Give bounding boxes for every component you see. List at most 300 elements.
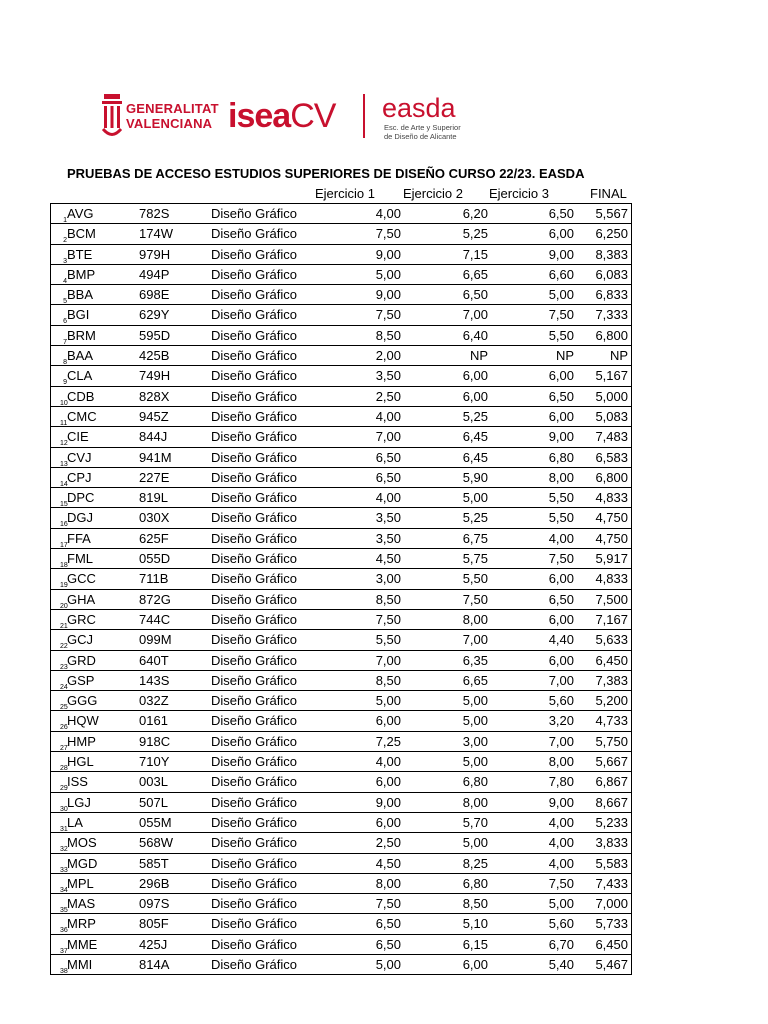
candidate-code: GHA [67,591,96,607]
speciality: Diseño Gráfico [211,266,297,282]
score-ejercicio-2: 5,25 [462,510,488,526]
candidate-code: DGJ [67,510,93,526]
speciality: Diseño Gráfico [211,733,297,749]
candidate-id: 945Z [139,408,169,424]
table-row [51,833,631,853]
table-row [51,488,631,508]
generalitat-line2: VALENCIANA [126,116,213,131]
candidate-code: AVG [67,206,94,221]
score-ejercicio-1: 9,00 [375,287,401,303]
candidate-code: CLA [67,368,93,384]
score-ejercicio-2: 5,50 [462,571,488,587]
candidate-id: 979H [139,246,171,262]
score-ejercicio-3: 6,80 [548,449,574,465]
candidate-code: GGG [67,693,98,709]
score-ejercicio-2: 5,90 [462,469,488,485]
score-ejercicio-2: 6,40 [462,327,488,343]
header-ejercicio-1: Ejercicio 1 [315,186,375,201]
score-ejercicio-1: 3,50 [375,510,401,526]
table-row [51,813,631,833]
score-ejercicio-1: 4,00 [375,408,401,424]
score-ejercicio-2: 6,65 [462,266,488,282]
candidate-id: 030X [139,510,170,526]
score-ejercicio-1: 6,00 [375,774,401,790]
row-number: 20 [60,602,68,610]
score-final: 6,867 [595,774,628,790]
candidate-id: 819L [139,490,168,506]
score-final: 5,467 [595,956,628,972]
score-ejercicio-2: 7,50 [462,591,488,607]
score-final: 7,433 [595,875,628,891]
candidate-id: 055D [139,551,171,567]
score-ejercicio-2: 5,00 [462,490,488,506]
candidate-id: 814A [139,956,170,972]
score-ejercicio-2: 7,15 [462,246,488,262]
candidate-id: 710Y [139,754,170,770]
candidate-id: 227E [139,469,170,485]
score-ejercicio-1: 4,00 [375,206,401,221]
speciality: Diseño Gráfico [211,693,297,709]
candidate-code: HGL [67,754,94,770]
row-number: 11 [60,419,68,427]
score-ejercicio-1: 7,00 [375,652,401,668]
score-final: 5,583 [595,855,628,871]
speciality: Diseño Gráfico [211,611,297,627]
candidate-code: BCM [67,226,96,242]
score-ejercicio-1: 2,50 [375,835,401,851]
speciality: Diseño Gráfico [211,348,297,364]
score-ejercicio-2: 5,00 [462,835,488,851]
candidate-code: CDB [67,388,95,404]
score-ejercicio-2: 5,00 [462,754,488,770]
score-ejercicio-1: 8,50 [375,327,401,343]
score-ejercicio-1: 9,00 [375,246,401,262]
speciality: Diseño Gráfico [211,551,297,567]
row-number: 22 [60,643,68,651]
row-number: 25 [60,704,68,712]
score-final: 4,750 [595,530,628,546]
score-ejercicio-3: 6,50 [548,206,574,221]
speciality: Diseño Gráfico [211,327,297,343]
score-ejercicio-3: 7,50 [548,551,574,567]
row-number: 24 [60,683,68,691]
score-final: 5,000 [595,388,628,404]
easda-subtitle-line1: Esc. de Arte y Superior [384,123,461,132]
easda-logo: easda [382,93,456,123]
score-ejercicio-2: 5,00 [462,713,488,729]
candidate-code: BTE [67,246,93,262]
score-ejercicio-1: 5,00 [375,693,401,709]
candidate-id: 844J [139,429,168,445]
header-logos [100,94,480,146]
speciality: Diseño Gráfico [211,307,297,323]
score-ejercicio-1: 5,00 [375,266,401,282]
score-ejercicio-2: 5,75 [462,551,488,567]
score-ejercicio-2: 7,00 [462,307,488,323]
row-number: 29 [60,785,68,793]
speciality: Diseño Gráfico [211,246,297,262]
table-row [51,691,631,711]
candidate-code: BRM [67,327,96,343]
table-row [51,529,631,549]
generalitat-line1: GENERALITAT [126,101,219,116]
score-final: 6,583 [595,449,628,465]
iseacv-logo [228,96,335,136]
speciality: Diseño Gráfico [211,713,297,729]
score-ejercicio-1: 7,25 [375,733,401,749]
candidate-code: MAS [67,896,96,912]
score-ejercicio-2: 5,70 [462,814,488,830]
row-number: 6 [63,318,67,326]
candidate-id: 918C [139,733,171,749]
score-ejercicio-2: 6,00 [462,368,488,384]
speciality: Diseño Gráfico [211,469,297,485]
candidate-code: BGI [67,307,90,323]
generalitat-emblem-icon [102,94,122,138]
speciality: Diseño Gráfico [211,530,297,546]
score-ejercicio-1: 4,00 [375,490,401,506]
speciality: Diseño Gráfico [211,814,297,830]
score-ejercicio-1: 6,50 [375,936,401,952]
speciality: Diseño Gráfico [211,875,297,891]
speciality: Diseño Gráfico [211,754,297,770]
candidate-code: HQW [67,713,99,729]
candidate-id: 003L [139,774,168,790]
score-ejercicio-2: 8,00 [462,611,488,627]
candidate-id: 507L [139,794,168,810]
row-number: 35 [60,907,68,915]
row-number: 37 [60,947,68,955]
candidate-code: FML [67,551,93,567]
speciality: Diseño Gráfico [211,449,297,465]
candidate-id: 568W [139,835,173,851]
table-row [51,366,631,386]
candidate-code: CIE [67,429,89,445]
candidate-code: MOS [67,835,97,851]
score-final: 3,833 [595,835,628,851]
score-ejercicio-1: 6,50 [375,449,401,465]
score-final: 7,167 [595,611,628,627]
header-final: FINAL [590,186,627,201]
score-ejercicio-3: 5,50 [548,510,574,526]
score-ejercicio-2: 7,00 [462,632,488,648]
row-number: 23 [60,663,68,671]
speciality: Diseño Gráfico [211,510,297,526]
speciality: Diseño Gráfico [211,206,297,221]
easda-subtitle-line2: de Diseño de Alicante [384,132,457,141]
table-row [51,285,631,305]
table-row [51,224,631,244]
speciality: Diseño Gráfico [211,368,297,384]
row-number: 8 [63,359,67,367]
table-row [51,569,631,589]
candidate-code: GRC [67,611,96,627]
table-row [51,326,631,346]
candidate-id: 585T [139,855,169,871]
score-ejercicio-2: 8,50 [462,896,488,912]
table-row [51,732,631,752]
row-number: 7 [63,338,67,346]
candidate-code: CMC [67,408,97,424]
score-ejercicio-3: 6,50 [548,591,574,607]
table-row [51,590,631,610]
table-row [51,651,631,671]
candidate-code: MMI [67,956,93,972]
candidate-id: 097S [139,896,170,912]
row-number: 14 [60,480,68,488]
score-ejercicio-1: 4,50 [375,855,401,871]
score-final: 8,383 [595,246,628,262]
row-number: 12 [60,440,68,448]
candidate-id: 494P [139,266,170,282]
score-ejercicio-3: 8,00 [548,469,574,485]
score-ejercicio-2: 6,50 [462,287,488,303]
table-row [51,752,631,772]
candidate-id: 941M [139,449,172,465]
table-row [51,203,631,224]
candidate-id: 640T [139,652,169,668]
score-final: 6,083 [595,266,628,282]
candidate-code: MPL [67,875,94,891]
speciality: Diseño Gráfico [211,591,297,607]
speciality: Diseño Gráfico [211,652,297,668]
candidate-code: MME [67,936,98,952]
row-number: 32 [60,846,68,854]
candidate-id: 595D [139,327,171,343]
speciality: Diseño Gráfico [211,956,297,972]
table-row [51,874,631,894]
header-ejercicio-3: Ejercicio 3 [489,186,549,201]
row-number: 9 [63,379,67,387]
row-number: 33 [60,866,68,874]
row-number: 26 [60,724,68,732]
score-ejercicio-3: 4,00 [548,855,574,871]
speciality: Diseño Gráfico [211,936,297,952]
score-ejercicio-2: 6,75 [462,530,488,546]
score-ejercicio-2: 6,20 [462,206,488,221]
table-row [51,245,631,265]
score-ejercicio-1: 9,00 [375,794,401,810]
speciality: Diseño Gráfico [211,429,297,445]
candidate-code: GCC [67,571,96,587]
score-ejercicio-3: 3,20 [548,713,574,729]
score-ejercicio-3: 9,00 [548,246,574,262]
speciality: Diseño Gráfico [211,388,297,404]
score-final: 5,750 [595,733,628,749]
score-ejercicio-2: 5,10 [462,916,488,932]
score-ejercicio-2: 6,35 [462,652,488,668]
table-row [51,448,631,468]
candidate-code: BBA [67,287,94,303]
candidate-code: LGJ [67,794,91,810]
score-ejercicio-1: 4,00 [375,754,401,770]
row-number: 10 [60,399,68,407]
score-ejercicio-1: 7,50 [375,611,401,627]
score-final: 6,450 [595,936,628,952]
row-number: 15 [60,501,68,509]
score-ejercicio-1: 6,50 [375,469,401,485]
table-row [51,407,631,427]
speciality: Diseño Gráfico [211,835,297,851]
table-row [51,772,631,792]
score-ejercicio-1: 7,50 [375,307,401,323]
score-ejercicio-1: 5,00 [375,956,401,972]
score-final: 6,800 [595,469,628,485]
score-ejercicio-3: 5,40 [548,956,574,972]
page-title: PRUEBAS DE ACCESO ESTUDIOS SUPERIORES DE DISEÑO CURSO 22/23. EASDA [67,166,585,181]
table-row [51,610,631,630]
easda-subtitle [384,123,461,141]
score-ejercicio-3: 6,00 [548,368,574,384]
row-number: 17 [60,541,68,549]
score-ejercicio-3: 7,00 [548,733,574,749]
row-number: 1 [63,217,67,224]
results-table [50,203,632,975]
generalitat-logo-text [126,101,219,131]
candidate-code: CPJ [67,469,92,485]
score-ejercicio-3: NP [555,348,574,364]
candidate-code: GRD [67,652,96,668]
score-final: 7,000 [595,896,628,912]
row-number: 38 [60,967,68,975]
score-final: 8,667 [595,794,628,810]
table-row [51,955,631,975]
score-final: 5,200 [595,693,628,709]
score-ejercicio-3: 6,00 [548,571,574,587]
score-ejercicio-3: 5,60 [548,693,574,709]
score-ejercicio-3: 4,00 [548,530,574,546]
score-ejercicio-3: 6,50 [548,388,574,404]
candidate-code: ISS [67,774,88,790]
candidate-id: 425J [139,936,168,952]
score-ejercicio-3: 5,50 [548,327,574,343]
score-final: NP [609,348,628,364]
candidate-id: 828X [139,388,170,404]
candidate-id: 0161 [139,713,168,729]
score-ejercicio-2: NP [469,348,488,364]
table-row [51,468,631,488]
candidate-id: 625F [139,530,169,546]
speciality: Diseño Gráfico [211,916,297,932]
speciality: Diseño Gráfico [211,287,297,303]
score-ejercicio-2: 6,45 [462,449,488,465]
candidate-id: 296B [139,875,170,891]
candidate-id: 711B [139,571,169,587]
score-ejercicio-1: 8,50 [375,591,401,607]
table-row [51,914,631,934]
score-ejercicio-1: 2,00 [375,348,401,364]
score-ejercicio-1: 7,50 [375,896,401,912]
row-number: 2 [63,237,67,245]
score-ejercicio-3: 5,50 [548,490,574,506]
score-ejercicio-1: 7,50 [375,226,401,242]
candidate-code: CVJ [67,449,92,465]
score-ejercicio-1: 7,00 [375,429,401,445]
header-ejercicio-2: Ejercicio 2 [403,186,463,201]
score-ejercicio-1: 3,50 [375,368,401,384]
speciality: Diseño Gráfico [211,490,297,506]
score-ejercicio-3: 7,50 [548,875,574,891]
row-number: 34 [60,886,68,894]
speciality: Diseño Gráfico [211,794,297,810]
score-final: 6,250 [595,226,628,242]
score-final: 7,483 [595,429,628,445]
table-row [51,508,631,528]
score-ejercicio-2: 6,80 [462,875,488,891]
row-number: 13 [60,460,68,468]
score-final: 4,833 [595,490,628,506]
score-ejercicio-3: 6,00 [548,226,574,242]
logo-separator [363,94,365,138]
score-ejercicio-3: 9,00 [548,429,574,445]
candidate-id: 174W [139,226,173,242]
score-ejercicio-3: 7,00 [548,672,574,688]
score-final: 4,733 [595,713,628,729]
score-final: 5,667 [595,754,628,770]
speciality: Diseño Gráfico [211,226,297,242]
candidate-id: 032Z [139,693,169,709]
score-ejercicio-1: 5,50 [375,632,401,648]
score-ejercicio-2: 6,15 [462,936,488,952]
table-row [51,305,631,325]
speciality: Diseño Gráfico [211,855,297,871]
speciality: Diseño Gráfico [211,632,297,648]
score-ejercicio-2: 6,00 [462,956,488,972]
score-ejercicio-3: 6,00 [548,652,574,668]
candidate-code: GSP [67,672,95,688]
score-ejercicio-3: 8,00 [548,754,574,770]
candidate-id: 872G [139,591,171,607]
score-ejercicio-2: 6,00 [462,388,488,404]
table-row [51,894,631,914]
score-ejercicio-2: 6,45 [462,429,488,445]
table-row [51,854,631,874]
table-row [51,387,631,407]
score-ejercicio-2: 8,00 [462,794,488,810]
candidate-id: 143S [139,672,170,688]
row-number: 19 [60,582,68,590]
table-row [51,346,631,366]
score-ejercicio-2: 8,25 [462,855,488,871]
candidate-code: DPC [67,490,95,506]
row-number: 31 [60,825,68,833]
table-row [51,630,631,650]
score-final: 5,233 [595,814,628,830]
score-ejercicio-1: 8,50 [375,672,401,688]
isea-text: isea [228,97,291,135]
row-number: 36 [60,927,68,935]
speciality: Diseño Gráfico [211,408,297,424]
score-ejercicio-2: 3,00 [462,733,488,749]
score-ejercicio-2: 6,65 [462,672,488,688]
table-row [51,427,631,447]
candidate-id: 805F [139,916,169,932]
candidate-code: FFA [67,530,91,546]
score-ejercicio-3: 6,00 [548,611,574,627]
candidate-id: 629Y [139,307,170,323]
score-final: 7,333 [595,307,628,323]
row-number: 3 [63,257,67,265]
score-ejercicio-1: 6,00 [375,814,401,830]
candidate-id: 055M [139,814,172,830]
row-number: 28 [60,765,68,773]
speciality: Diseño Gráfico [211,672,297,688]
candidate-code: BMP [67,266,96,282]
row-number: 4 [63,277,67,285]
speciality: Diseño Gráfico [211,774,297,790]
candidate-code: GCJ [67,632,93,648]
candidate-id: 782S [139,206,170,221]
